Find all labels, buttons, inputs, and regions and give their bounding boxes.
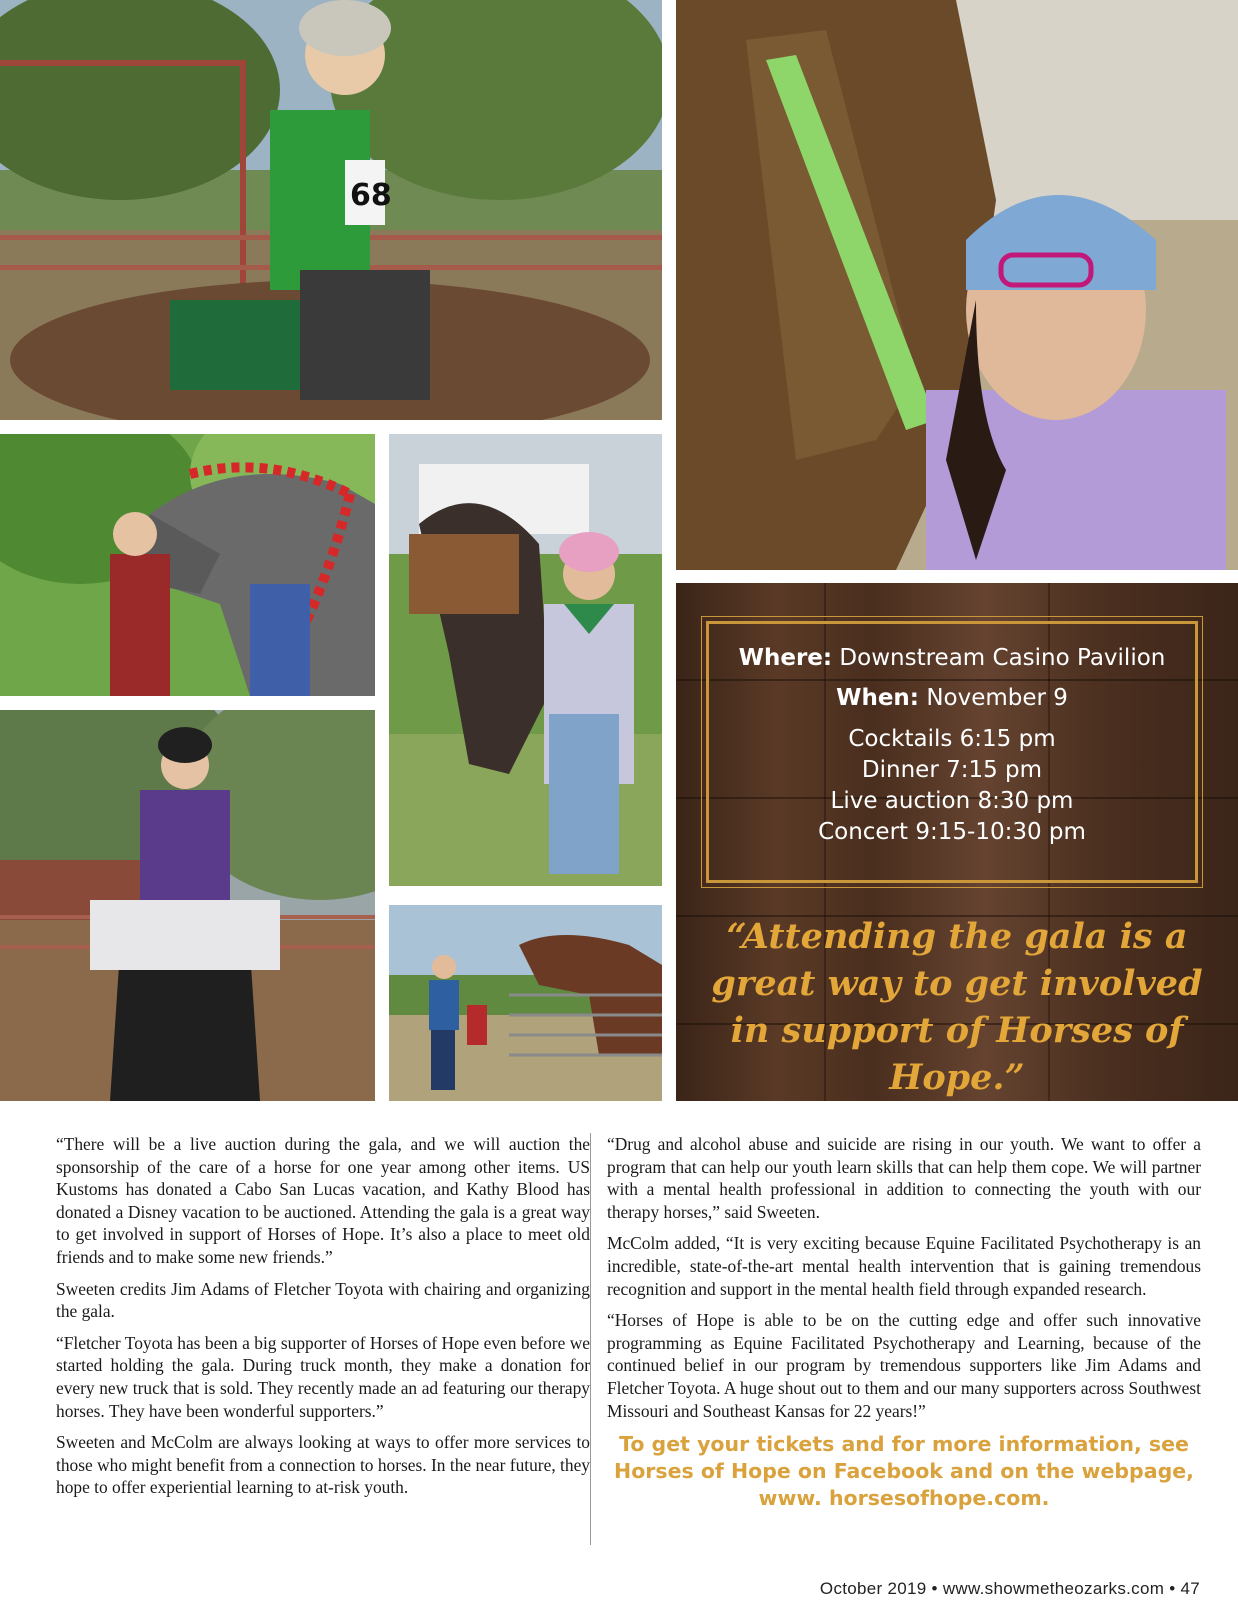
article-paragraph: “Fletcher Toyota has been a big supporter of Horses of Hope even before we started holding the gala. During truck month, they make a donation for every new truck that is sold. They recently made an ad featuring our therapy horses. They have been wonderful supporters.” [56, 1332, 590, 1421]
event-where [709, 638, 1195, 678]
article-paragraph: Sweeten and McColm are always looking at ways to offer more services to those who might benefit from a connection to horses. In the near future, they hope to offer experiential learning to at-risk youth. [56, 1432, 590, 1498]
article-paragraph: Sweeten credits Jim Adams of Fletcher Toyota with chairing and organizing the gala. [56, 1278, 590, 1322]
article-paragraph: McColm added, “It is very exciting because Equine Facilitated Psychotherapy is an incredible, state-of-the-art mental health intervention that is gaining tremendous recognition and support in the mental health field through expanded research. [607, 1233, 1201, 1299]
event-schedule [709, 724, 1195, 848]
svg-text:68: 68 [350, 178, 392, 213]
article-paragraph: “Drug and alcohol abuse and suicide are rising in our youth. We want to offer a program that can help our youth learn skills that can help them cope. We will partner with a mental health professional in addition to connecting the youth with our therapy horses,” said Sweeten. [607, 1134, 1201, 1222]
event-info-panel [676, 583, 1238, 1101]
page-footer: October 2019 • www.showmetheozarks.com • 47 [819, 1579, 1200, 1598]
schedule-item: Live auction 8:30 pm [830, 788, 1074, 814]
schedule-item: Cocktails 6:15 pm [848, 726, 1056, 752]
pull-quote: “Attending the gala is a great way to get involved in support of Horses of Hope.” [711, 916, 1203, 1098]
article-column-left [56, 1133, 590, 1508]
photo-girl-with-horse [676, 0, 1238, 570]
article-paragraph: “There will be a live auction during the gala, and we will auction the sponsorship of the care of a horse for one year among other items. US Kustoms has donated a Cabo San Lucas vacation, and Kathy Blood has donated a Disney vacation to be auctioned. Attending the gala is a great way to get involved in support of Horses of Hope. It’s also a place to meet old friends and to make some new friends.” [56, 1134, 590, 1267]
column-divider [590, 1133, 591, 1545]
photo-girl-pink-helmet-with-horse [389, 434, 662, 886]
where-label: Where: [738, 645, 833, 671]
article-paragraph: “Horses of Hope is able to be on the cutting edge and offer such innovative programming as Equine Facilitated Psychotherapy and Learning, because of the continued belief in our program by tremendous supporters like Jim Adams and Fletcher Toyota. A huge shout out to them and our many supporters across Southwest Missouri and Southeast Kansas for 22 years!” [607, 1310, 1201, 1421]
schedule-item: Dinner 7:15 pm [861, 757, 1043, 783]
photo-feeding-horse-at-fence [389, 905, 662, 1101]
where-value: Downstream Casino Pavilion [839, 645, 1166, 671]
photo-horse-flower-garland [0, 434, 375, 696]
schedule-item: Concert 9:15-10:30 pm [818, 819, 1086, 845]
ticket-info-callout: To get your tickets and for more information, see Horses of Hope on Facebook and on the webpage, www. horsesofhope.com. [614, 1432, 1194, 1511]
when-value: November 9 [926, 685, 1068, 711]
event-when [709, 678, 1195, 718]
article-column-right [607, 1133, 1201, 1512]
when-label: When: [836, 685, 919, 711]
photo-rider-green-shirt [0, 0, 662, 420]
event-details-box [706, 621, 1198, 883]
photo-rider-purple-shirt [0, 710, 375, 1101]
